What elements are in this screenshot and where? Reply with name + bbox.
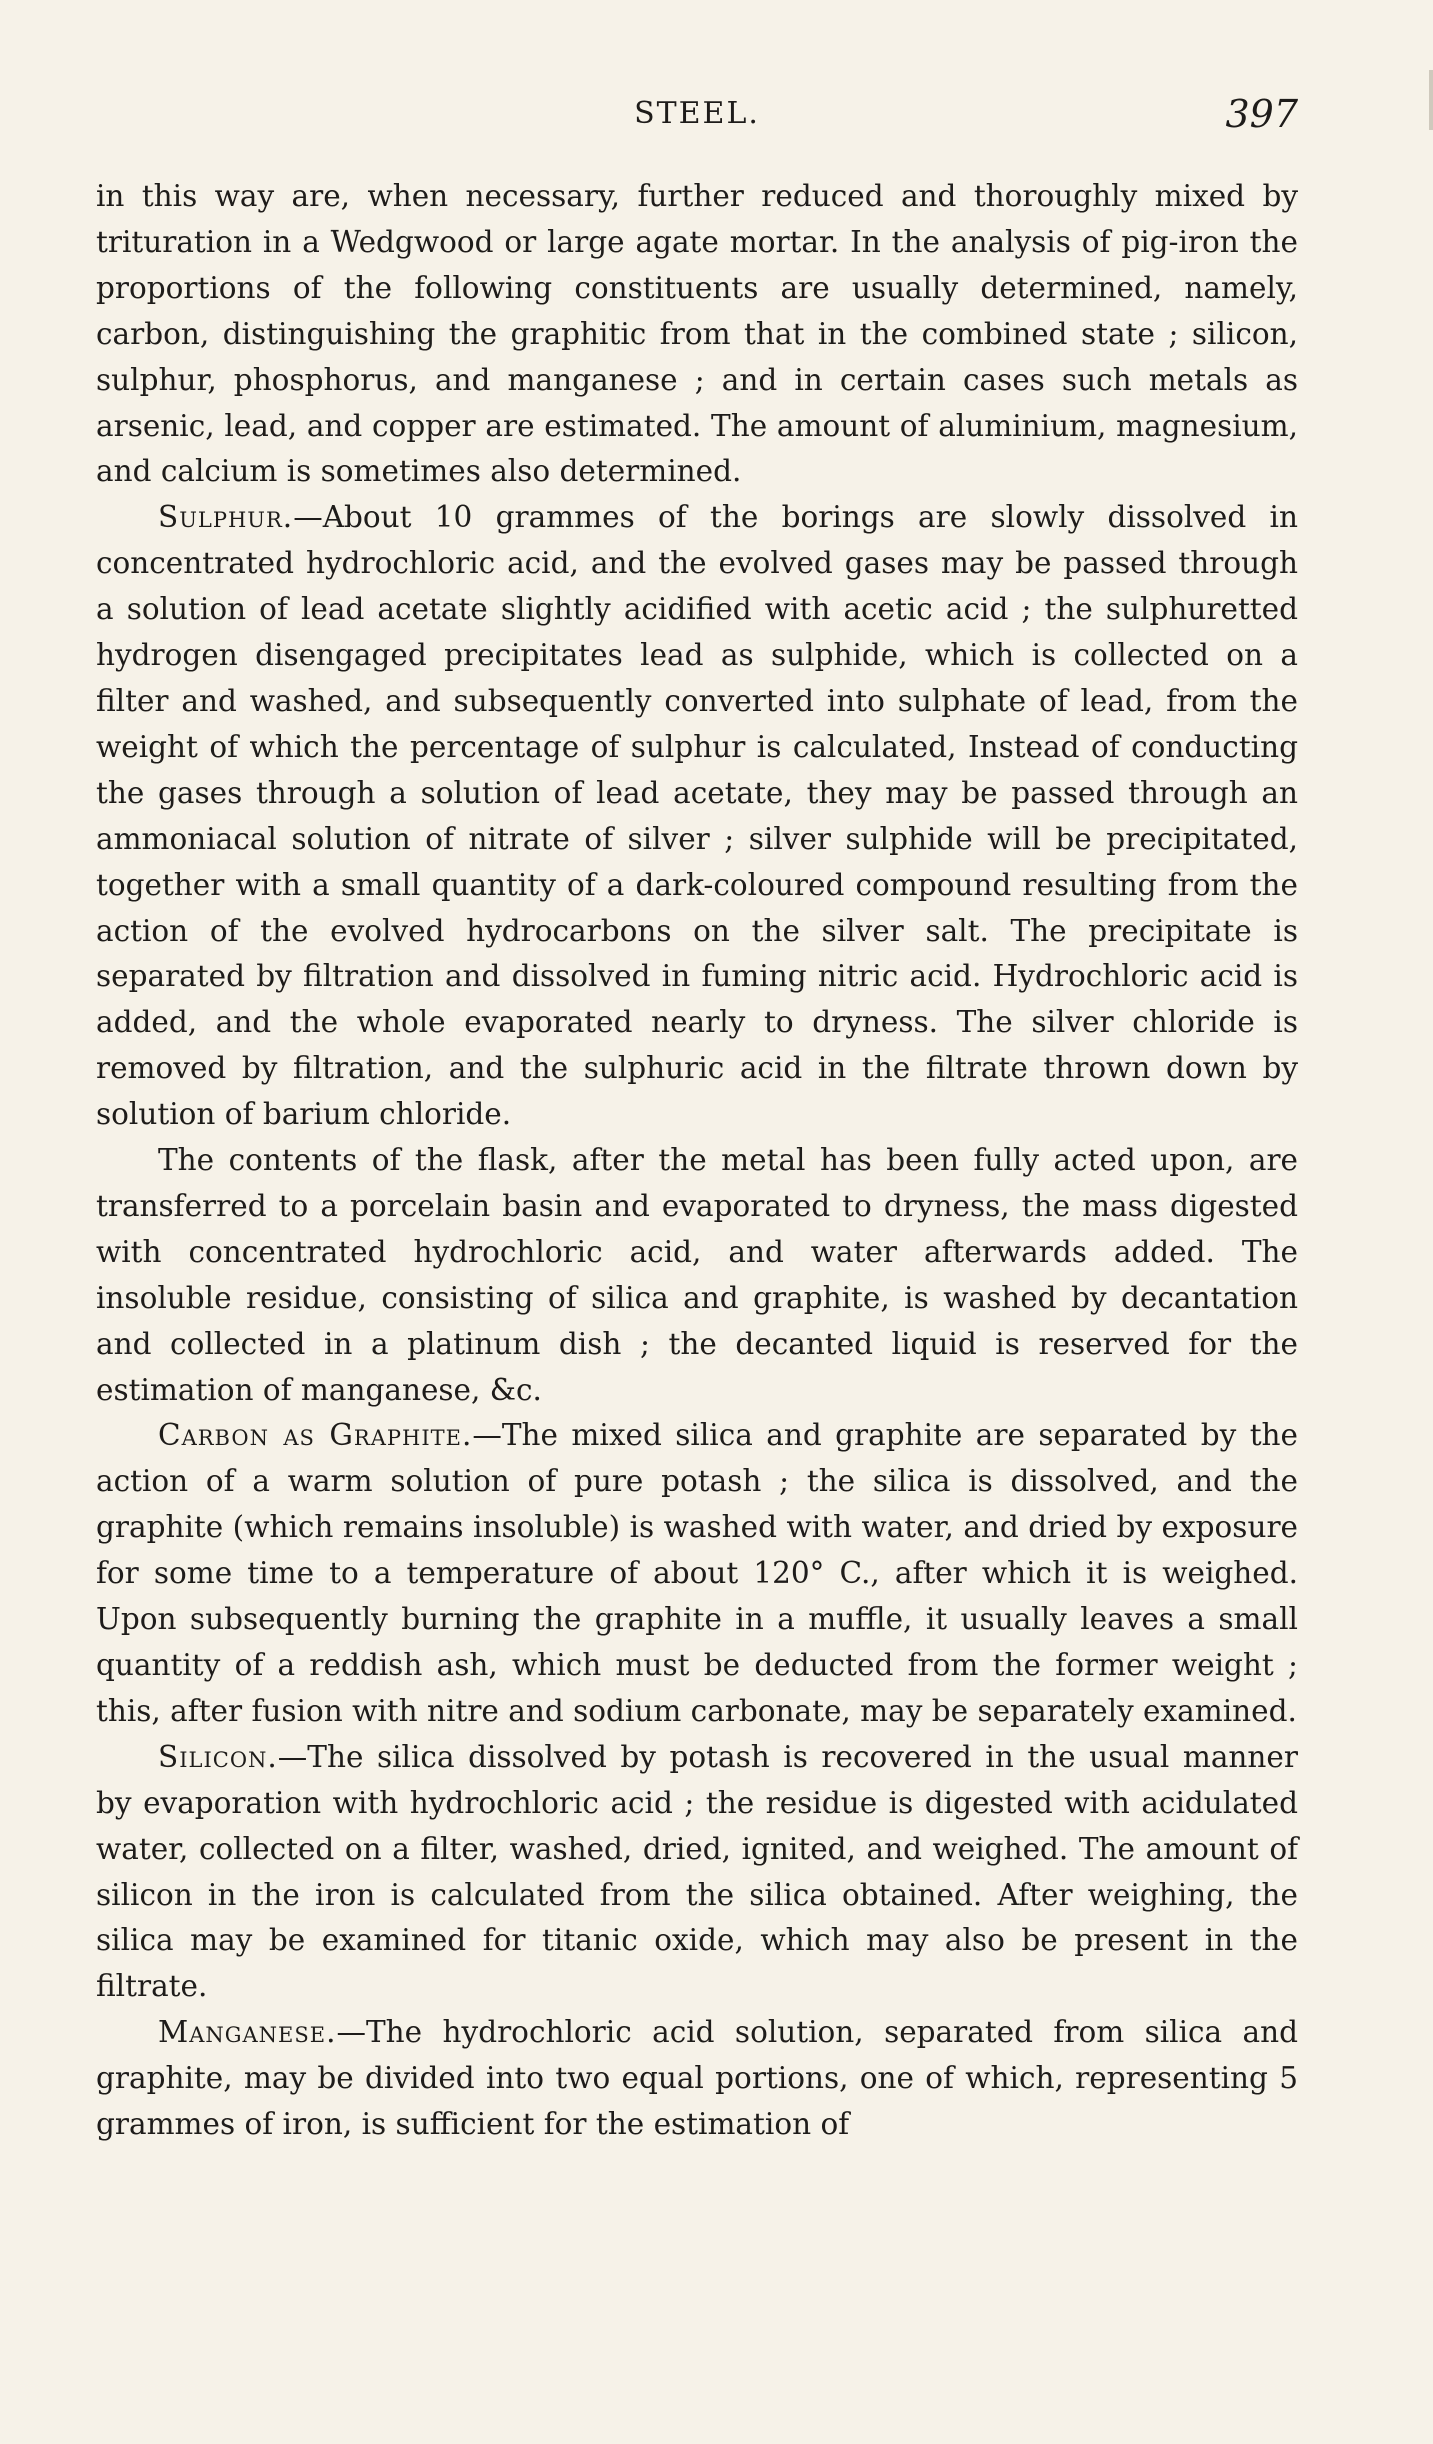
paragraph-text: —The mixed silica and graphite are separated by the action of a warm solution of pure potash ; the silica is dissolved, and the graphite (which remains insoluble) is washed with water, and dried by exposure for some time to a temperature of about 120° C., after which it is weighed. Upon subsequently burning the graphite in a muffle, it usually leaves a small quantity of a reddish ash, which must be deducted from the former weight ; this, after fusion with nitre and sodium carbonate, may be separately examined. [96, 1418, 1299, 1728]
paragraph-text: —The silica dissolved by potash is recovered in the usual manner by evaporation with hydrochloric acid ; the residue is digested with acidulated water, collected on a filter, washed, dried, ignited, and weighed. The amount of silicon in the iron is calculated from the silica obtained. After weighing, the silica may be examined for titanic oxide, which may also be present in the filtrate. [96, 1739, 1298, 2004]
section-heading-sulphur: Sulphur. [158, 500, 294, 535]
paragraph-carbon-graphite [96, 1413, 1298, 1734]
paragraph-text: in this way are, when necessary, further reduced and thoroughly mixed by trituration in a Wedgwood or large agate mortar. In the analysis of pig-iron the proportions of the following constituents are usually determined, namely, carbon, distinguishing the graphitic from that in the combined state ; silicon, sulphur, phosphorus, and manganese ; and in certain cases such metals as arsenic, lead, and copper are estimated. The amount of aluminium, magnesium, and calcium is sometimes also determined. [96, 179, 1298, 489]
page-header [96, 92, 1298, 140]
section-heading-carbon-as-graphite: Carbon as Graphite. [158, 1418, 473, 1453]
page-number: 397 [1225, 92, 1298, 136]
paragraph-manganese [96, 2010, 1298, 2148]
section-heading-silicon: Silicon. [158, 1739, 278, 1774]
paragraph-text: The contents of the flask, after the metal has been fully acted upon, are transferred to a porcelain basin and evaporated to dryness, the mass digested with concentrated hydrochloric acid, and water afterwards added. The insoluble residue, consisting of silica and graphite, is washed by decantation and collected in a platinum dish ; the decanted liquid is reserved for the estimation of manganese, &c. [96, 1143, 1298, 1407]
body-text [96, 174, 1298, 2148]
book-page [96, 0, 1298, 2444]
section-heading-manganese: Manganese. [158, 2015, 337, 2050]
page-edge-mark [1429, 70, 1433, 130]
paragraph-text: —The hydrochloric acid solution, separated from silica and graphite, may be divided into two equal portions, one of which, representing 5 grammes of iron, is sufficient for the estimation of [96, 2015, 1298, 2142]
paragraph-silicon [96, 1735, 1298, 2010]
paragraph-flask-contents [96, 1138, 1298, 1413]
paragraph-sulphur [96, 495, 1298, 1138]
running-head: STEEL. [634, 96, 760, 131]
paragraph-intro [96, 174, 1298, 495]
paragraph-text: —About 10 grammes of the borings are slowly dissolved in concentrated hydrochloric acid, and the evolved gases may be passed through a solution of lead acetate slightly acidified with acetic acid ; the sulphuretted hydrogen disengaged precipitates lead as sulphide, which is collected on a filter and washed, and subsequently converted into sulphate of lead, from the weight of which the percentage of sulphur is calculated, Instead of conducting the gases through a solution of lead acetate, they may be passed through an ammoniacal solution of nitrate of silver ; silver sulphide will be precipitated, together with a small quantity of a dark-coloured compound resulting from the action of the evolved hydrocarbons on the silver salt. The precipitate is separated by filtration and dissolved in fuming nitric acid. Hydrochloric acid is added, and the whole evaporated nearly to dryness. The silver chloride is removed by filtration, and the sulphuric acid in the filtrate thrown down by solution of barium chloride. [96, 500, 1298, 1132]
